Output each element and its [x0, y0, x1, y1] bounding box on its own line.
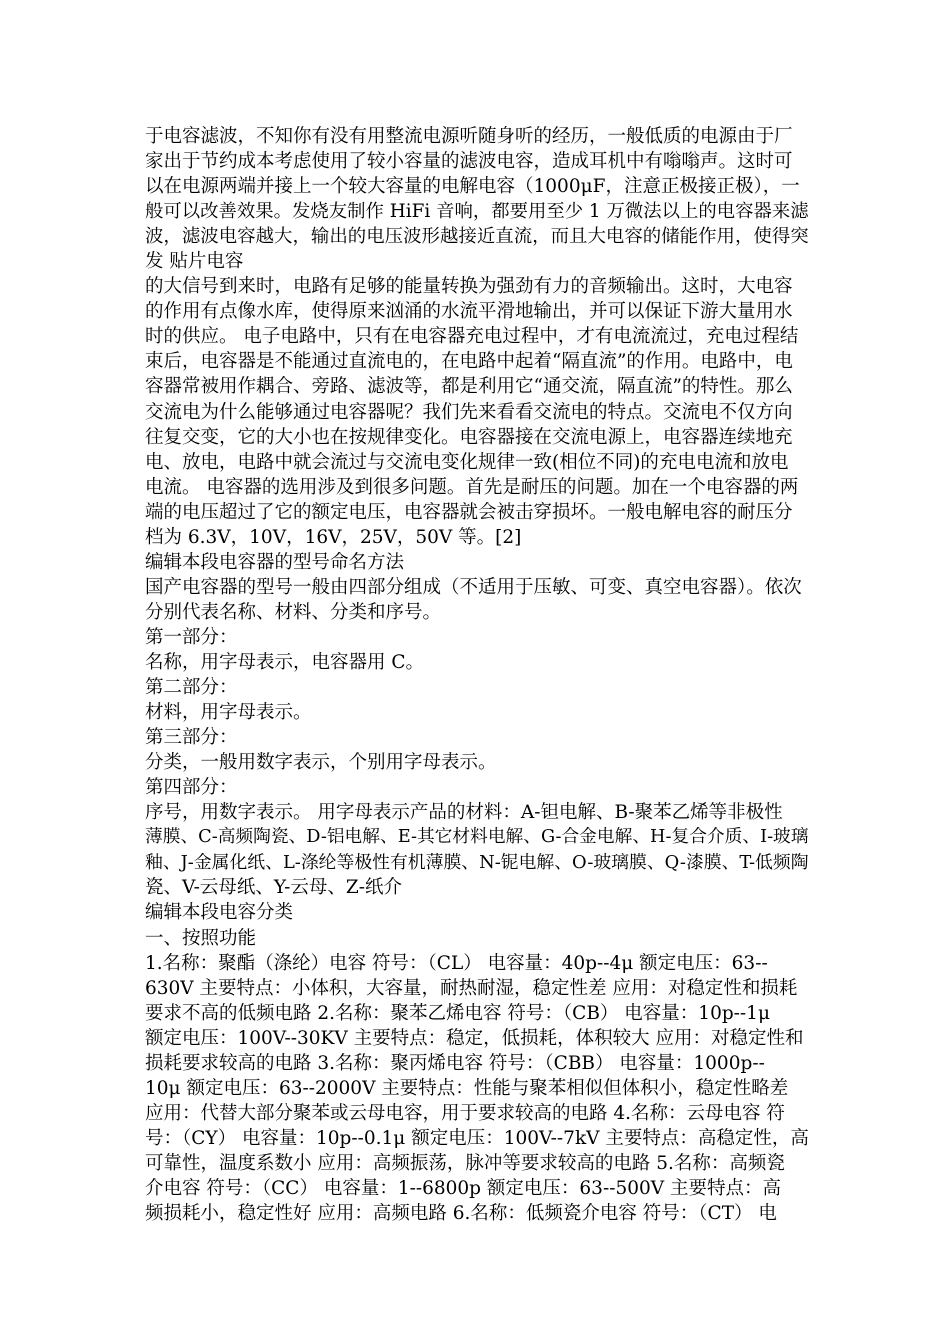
text-line: 发 贴片电容 [145, 251, 244, 273]
text-line: 瓷、V-云母纸、Y-云母、Z-纸介 [145, 877, 402, 899]
text-line: 时的供应。 电子电路中，只有在电容器充电过程中，才有电流流过，充电过程结 [145, 326, 799, 348]
text-line: 于电容滤波，不知你有没有用整流电源听随身听的经历，一般低质的电源由于厂 [145, 126, 793, 147]
text-line: 分别代表名称、材料、分类和序号。 [145, 601, 442, 623]
text-line: 材料，用字母表示。 [145, 702, 312, 724]
text-line: 10μ 额定电压：63--2000V 主要特点：性能与聚苯相似但体积小，稳定性略差 [145, 1077, 789, 1099]
text-line: 容器常被用作耦合、旁路、滤波等，都是利用它“通交流，隔直流”的特性。那么 [145, 376, 793, 398]
text-line: 名称，用字母表示，电容器用 C。 [145, 651, 425, 673]
text-line: 一、按照功能 [145, 927, 257, 949]
text-line: 国产电容器的型号一般由四部分组成（不适用于压敏、可变、真空电容器）。依次 [145, 576, 802, 598]
text-line: 630V 主要特点：小体积，大容量，耐热耐湿，稳定性差 应用：对稳定性和损耗 [145, 977, 798, 999]
text-line: 般可以改善效果。发烧友制作 HiFi 音响，都要用至少 1 万微法以上的电容器来滤 [145, 201, 809, 223]
text-line: 以在电源两端并接上一个较大容量的电解电容（1000μF，注意正极接正极），一 [145, 176, 800, 198]
text-line: 第二部分： [145, 677, 238, 699]
text-line: 1.名称：聚酯（涤纶）电容 符号：（CL） 电容量：40p--4μ 额定电压：63-- [145, 952, 768, 974]
text-line: 第三部分： [145, 727, 238, 749]
text-line: 介电容 符号：（CC） 电容量：1--6800p 额定电压：63--500V 主要特点：高 [145, 1177, 781, 1199]
text-line: 往复交变，它的大小也在按规律变化。电容器接在交流电源上，电容器连续地充 [145, 426, 793, 448]
text-line: 可靠性，温度系数小 应用：高频振荡，脉冲等要求较高的电路 5.名称：高频瓷 [145, 1152, 785, 1174]
text-line: 要求不高的低频电路 2.名称：聚苯乙烯电容 符号：（CB） 电容量：10p--1μ [145, 1002, 770, 1024]
text-line: 波，滤波电容越大，输出的电压波形越接近直流，而且大电容的储能作用，使得突 [145, 226, 809, 248]
text-line: 编辑本段电容分类 [145, 902, 294, 924]
text-line: 号：（CY） 电容量：10p--0.1μ 额定电压：100V--7kV 主要特点：高稳定性，高 [145, 1127, 809, 1149]
text-line: 第一部分： [145, 626, 238, 648]
text-line: 损耗要求较高的电路 3.名称：聚丙烯电容 符号：（CBB） 电容量：1000p-- [145, 1052, 765, 1074]
text-line: 第四部分： [145, 777, 238, 799]
text-line: 束后，电容器是不能通过直流电的，在电路中起着“隔直流”的作用。电路中，电 [145, 351, 793, 373]
text-line: 额定电压：100V--30KV 主要特点：稳定，低损耗，体积较大 应用：对稳定性和 [145, 1027, 804, 1049]
text-line: 的作用有点像水库，使得原来汹涌的水流平滑地输出，并可以保证下游大量用水 [145, 301, 793, 323]
text-line: 分类，一般用数字表示，个别用字母表示。 [145, 752, 497, 774]
text-line: 薄膜、C-高频陶瓷、D-铝电解、E-其它材料电解、G-合金电解、H-复合介质、I-玻璃 [145, 827, 809, 848]
text-line: 编辑本段电容器的型号命名方法 [145, 551, 405, 573]
text-line: 应用：代替大部分聚苯或云母电容，用于要求较高的电路 4.名称：云母电容 符 [145, 1102, 785, 1124]
text-line: 端的电压超过了它的额定电压，电容器就会被击穿损坏。一般电解电容的耐压分 [145, 501, 793, 523]
text-line: 电流。 电容器的选用涉及到很多问题。首先是耐压的问题。加在一个电容器的两 [145, 476, 799, 498]
text-line: 档为 6.3V，10V，16V，25V，50V 等。[2] [145, 526, 522, 548]
text-line: 交流电为什么能够通过电容器呢？我们先来看看交流电的特点。交流电不仅方向 [145, 401, 793, 423]
text-line: 家出于节约成本考虑使用了较小容量的滤波电容，造成耳机中有嗡嗡声。这时可 [145, 151, 793, 173]
text-line: 序号，用数字表示。 用字母表示产品的材料：A-钽电解、B-聚苯乙烯等非极性 [145, 802, 783, 824]
document-body [145, 124, 809, 1226]
text-line: 釉、J-金属化纸、L-涤纶等极性有机薄膜、N-铌电解、O-玻璃膜、Q-漆膜、T-低频陶 [145, 852, 809, 874]
text-line: 的大信号到来时，电路有足够的能量转换为强劲有力的音频输出。这时，大电容 [145, 276, 793, 298]
text-line: 电、放电，电路中就会流过与交流电变化规律一致(相位不同)的充电电流和放电 [145, 451, 789, 473]
text-line: 频损耗小，稳定性好 应用：高频电路 6.名称：低频瓷介电容 符号：（CT） 电 [145, 1203, 777, 1225]
